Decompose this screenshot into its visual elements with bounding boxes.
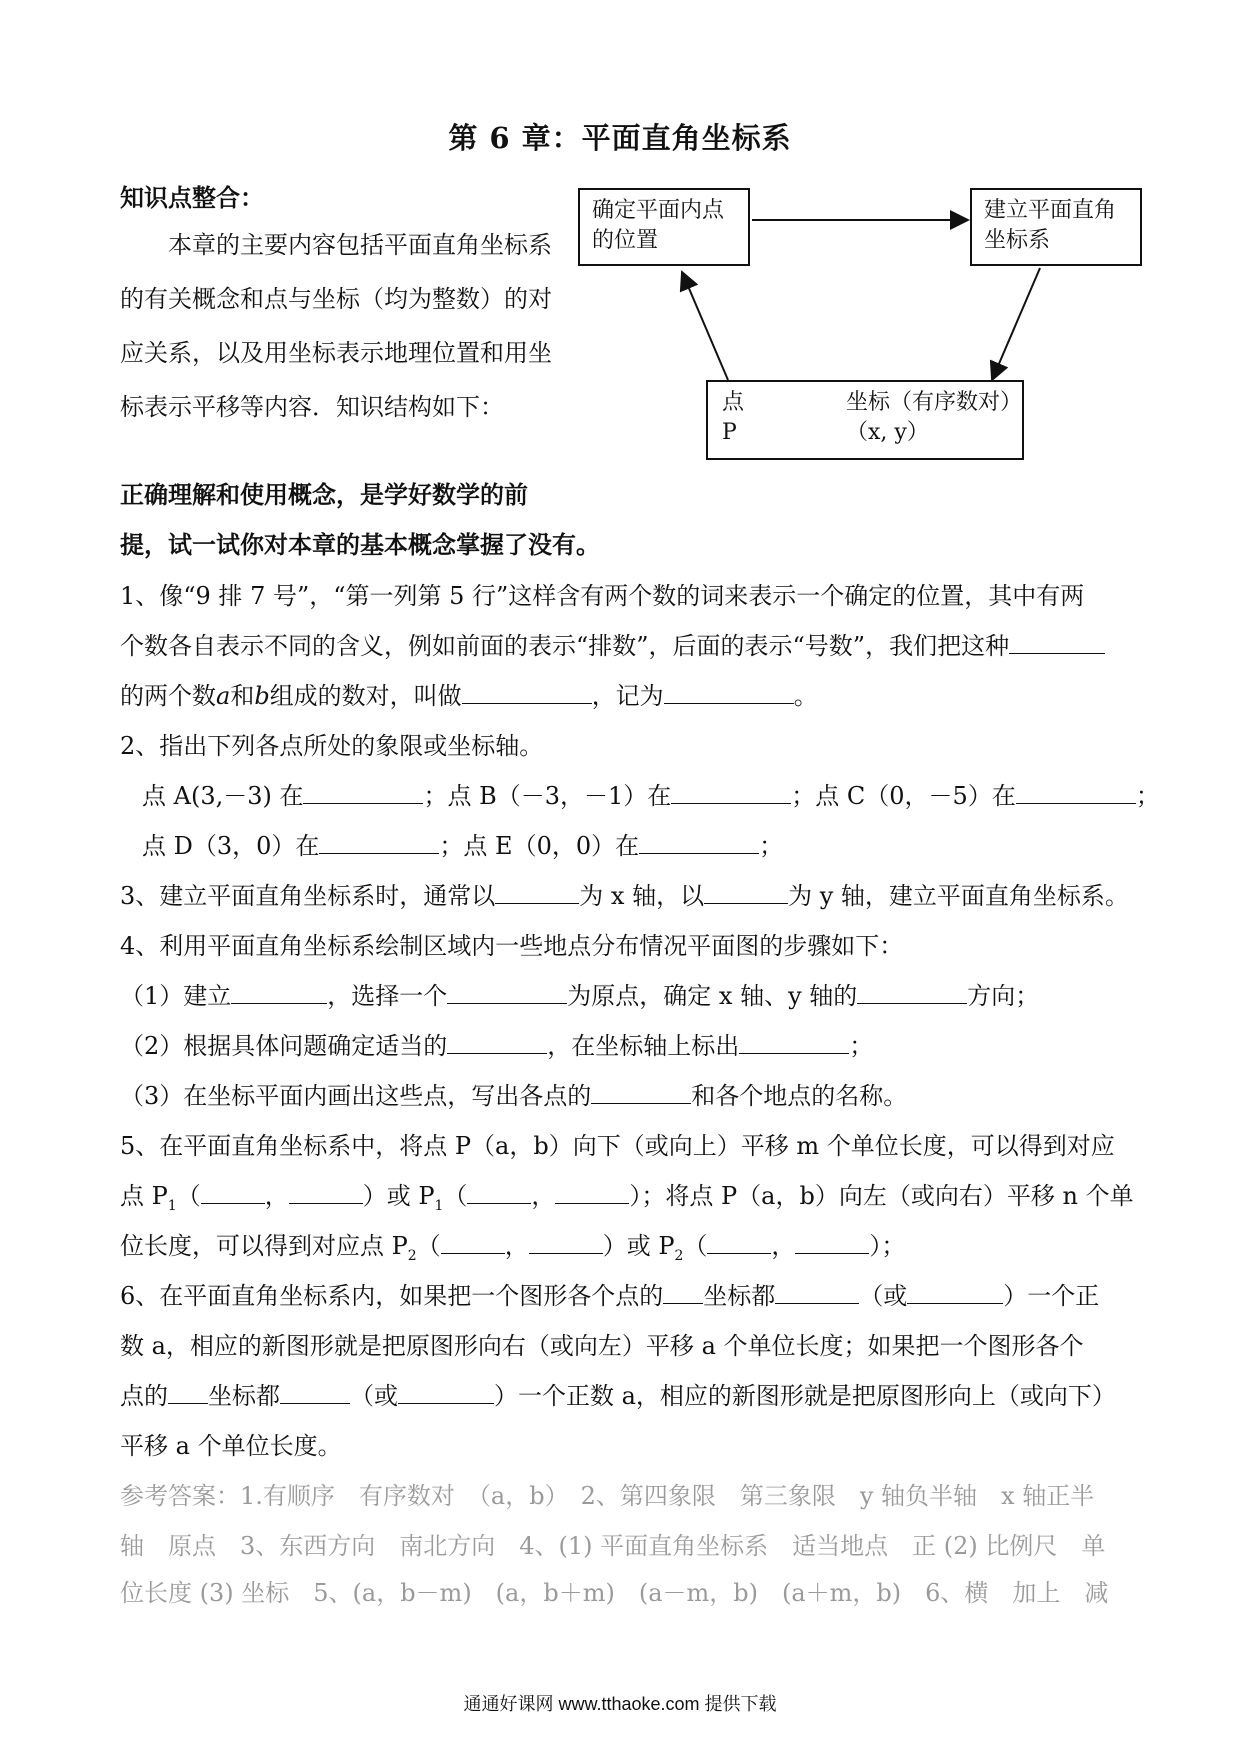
section-heading-concepts-1: 正确理解和使用概念，是学好数学的前 [120, 480, 528, 509]
q1-line1: 1、像“9 排 7 号”，“第一列第 5 行”这样含有两个数的词来表示一个确定的位置，其中有两 [120, 582, 1085, 610]
q2-stem: 2、指出下列各点所处的象限或坐标轴。 [120, 732, 544, 760]
q5-sub-1a: 1 [167, 1197, 177, 1214]
q4-s2-blank-1[interactable] [447, 1031, 547, 1054]
q4-s1-text-c: 为原点，确定 x 轴、y 轴的 [567, 982, 858, 1010]
q5-l2-p1: 点 P [120, 1182, 168, 1210]
box-system-line2: 坐标系 [984, 228, 1051, 253]
q2-blank-c[interactable] [1016, 781, 1136, 804]
q6-l1-text-d: ）一个正 [1003, 1282, 1100, 1310]
q5-l3-comma: ， [504, 1232, 529, 1260]
q6-blank-1[interactable] [663, 1281, 703, 1304]
q1-blank-3[interactable] [664, 681, 794, 704]
q4-s1-blank-1[interactable] [231, 981, 327, 1004]
q4-stem: 4、利用平面直角坐标系绘制区域内一些地点分布情况平面图的步骤如下： [120, 932, 904, 960]
q6-l3-text-d: ）一个正数 a，相应的新图形就是把原图形向上（或向下） [494, 1382, 1116, 1410]
q6-blank-6[interactable] [398, 1381, 494, 1404]
q5-l2-open2: （ [443, 1182, 468, 1210]
q4-s3-blank-1[interactable] [591, 1081, 691, 1104]
q5-blank-2[interactable] [289, 1181, 363, 1204]
q4-step1 [120, 976, 1130, 1011]
q5-l3-open2: （ [683, 1232, 708, 1260]
q6-line3 [120, 1376, 1130, 1411]
q6-line4: 平移 a 个单位长度。 [120, 1432, 342, 1460]
q2-sep: ； [1135, 782, 1160, 810]
point-label [722, 388, 744, 448]
q5-l2-rest: ）；将点 P（a，b）向左（或向右）平移 n 个单 [629, 1182, 1134, 1210]
coordinate-label [846, 388, 1022, 448]
q6-blank-4[interactable] [168, 1381, 208, 1404]
q4-s2-blank-2[interactable] [739, 1031, 849, 1054]
q5-l3-end: ）； [869, 1232, 906, 1260]
q5-l2-comma: ， [264, 1182, 289, 1210]
page-title: 第 6 章：平面直角坐标系 [448, 121, 792, 155]
q5-blank-1[interactable] [201, 1181, 265, 1204]
q2-line2 [142, 826, 1152, 861]
q1-line2-text: 个数各自表示不同的含义，例如前面的表示“排数”，后面的表示“号数”，我们把这种 [120, 632, 1010, 660]
q6-l1-text-c: （或 [859, 1282, 908, 1310]
q6-l1-text-a: 6、在平面直角坐标系内，如果把一个图形各个点的 [120, 1282, 664, 1310]
q6-l3-text-c: （或 [350, 1382, 398, 1410]
q2-line1 [142, 776, 1160, 811]
q2-point-a: 点 A(3,－3) 在 [142, 782, 304, 810]
q1-text-d: ，记为 [591, 682, 664, 710]
section-heading-knowledge: 知识点整合： [120, 183, 264, 212]
q3-text-c: 为 y 轴，建立平面直角坐标系。 [788, 882, 1129, 910]
q4-step3 [120, 1076, 1130, 1111]
q5-l3-p2: 位长度，可以得到对应点 P [120, 1232, 408, 1260]
q6-blank-2[interactable] [775, 1281, 859, 1304]
q1-var-b: b [254, 682, 270, 710]
q2-end: ； [759, 832, 784, 860]
box-point-coordinate [706, 380, 1024, 460]
answer-line-3: 位长度 (3) 坐标 5、(a，b－m) (a，b＋m) (a－m，b) (a＋m，b) 6、横 加上 减 [120, 1579, 1109, 1607]
q5-l2-or: ）或 P [362, 1182, 435, 1210]
q1-text-a: 的两个数 [120, 682, 216, 710]
q5-sub-2b: 2 [674, 1247, 684, 1264]
box-locate-line2: 的位置 [592, 228, 659, 253]
arrow-system-to-point [992, 268, 1040, 380]
q3-blank-2[interactable] [704, 881, 788, 904]
q2-point-d: 点 D（3，0）在 [142, 832, 320, 860]
q6-l3-text-b: 坐标都 [208, 1382, 280, 1410]
answer-line-2: 轴 原点 3、东西方向 南北方向 4、(1) 平面直角坐标系 适当地点 正 (2) 比例尺 单 [120, 1532, 1106, 1560]
q5-sub-2a: 2 [407, 1247, 417, 1264]
q1-text-e: 。 [793, 682, 818, 710]
q2-point-b: ；点 B（－3，－1）在 [423, 782, 672, 810]
q5-blank-4[interactable] [555, 1181, 629, 1204]
q2-blank-e[interactable] [639, 831, 759, 854]
q6-l1-text-b: 坐标都 [703, 1282, 776, 1310]
q5-sub-1b: 1 [434, 1197, 444, 1214]
q1-line3 [120, 676, 1130, 711]
answer-line-1: 参考答案：1.有顺序 有序数对 （a，b） 2、第四象限 第三象限 y 轴负半轴 x 轴正半 [120, 1482, 1095, 1510]
q1-text-b: 和 [230, 682, 255, 710]
q2-blank-d[interactable] [319, 831, 439, 854]
q5-blank-8[interactable] [795, 1231, 869, 1254]
q5-l3-open: （ [416, 1232, 441, 1260]
q3-blank-1[interactable] [495, 881, 579, 904]
point-label-line1: 点 [722, 390, 745, 415]
q3-line [120, 876, 1130, 911]
q4-s2-text-b: ，在坐标轴上标出 [547, 1032, 740, 1060]
box-locate-line1: 确定平面内点 [592, 198, 725, 223]
point-label-line2: P [722, 420, 737, 445]
q4-s1-text-d: 方向； [967, 982, 1040, 1010]
intro-paragraph: 本章的主要内容包括平面直角坐标系的有关概念和点与坐标（均为整数）的对应关系，以及用坐标表示地理位置和用坐标表示平移等内容．知识结构如下： [120, 231, 552, 421]
q4-s2-text-c: ； [849, 1032, 874, 1060]
q1-var-a: a [216, 682, 231, 710]
q6-line2: 数 a，相应的新图形就是把原图形向右（或向左）平移 a 个单位长度；如果把一个图形各个 [120, 1332, 1084, 1360]
q5-l3-or: ）或 P [602, 1232, 675, 1260]
q2-blank-a[interactable] [303, 781, 423, 804]
box-locate-point [578, 188, 750, 266]
q6-l3-text-a: 点的 [120, 1382, 168, 1410]
q4-s3-text-b: 和各个地点的名称。 [691, 1082, 908, 1110]
q3-text-b: 为 x 轴，以 [579, 882, 705, 910]
q4-s1-text-a: （1）建立 [120, 982, 232, 1010]
q4-s3-text-a: （3）在坐标平面内画出这些点，写出各点的 [120, 1082, 592, 1110]
q5-l2-open: （ [176, 1182, 201, 1210]
q6-blank-3[interactable] [907, 1281, 1003, 1304]
arrow-point-to-locate [682, 272, 728, 380]
q5-line3 [120, 1226, 1130, 1264]
coord-label-line1: 坐标（有序数对） [846, 390, 1023, 415]
page-footer: 通通好课网 www.tthaoke.com 提供下载 [463, 1694, 777, 1714]
q5-blank-3[interactable] [467, 1181, 531, 1204]
q2-point-c: ；点 C（0，－5）在 [791, 782, 1016, 810]
q3-text-a: 3、建立平面直角坐标系时，通常以 [120, 882, 496, 910]
q1-blank-1[interactable] [1009, 631, 1105, 654]
section-heading-concepts-2: 提，试一试你对本章的基本概念掌握了没有。 [120, 530, 600, 559]
q1-blank-2[interactable] [462, 681, 592, 704]
q4-s1-text-b: ，选择一个 [327, 982, 448, 1010]
q5-l3-comma2: ， [771, 1232, 796, 1260]
q1-text-c: 组成的数对，叫做 [269, 682, 462, 710]
q2-blank-b[interactable] [671, 781, 791, 804]
box-system-line1: 建立平面直角 [984, 198, 1117, 223]
q4-s2-text-a: （2）根据具体问题确定适当的 [120, 1032, 448, 1060]
q5-l2-comma2: ， [531, 1182, 556, 1210]
q5-line2 [120, 1176, 1134, 1214]
q5-blank-5[interactable] [441, 1231, 505, 1254]
q6-blank-5[interactable] [280, 1381, 350, 1404]
q4-s1-blank-2[interactable] [447, 981, 567, 1004]
q5-blank-6[interactable] [529, 1231, 603, 1254]
q4-step2 [120, 1026, 1130, 1061]
q1-line2 [120, 626, 1130, 661]
q2-point-e: ；点 E（0，0）在 [439, 832, 640, 860]
coord-label-line2: （x, y） [846, 420, 929, 445]
q6-line1 [120, 1276, 1130, 1311]
q5-blank-7[interactable] [707, 1231, 771, 1254]
q5-line1: 5、在平面直角坐标系中，将点 P（a，b）向下（或向上）平移 m 个单位长度，可以得到对应 [120, 1132, 1115, 1160]
q4-s1-blank-3[interactable] [857, 981, 967, 1004]
box-build-system [970, 188, 1142, 266]
